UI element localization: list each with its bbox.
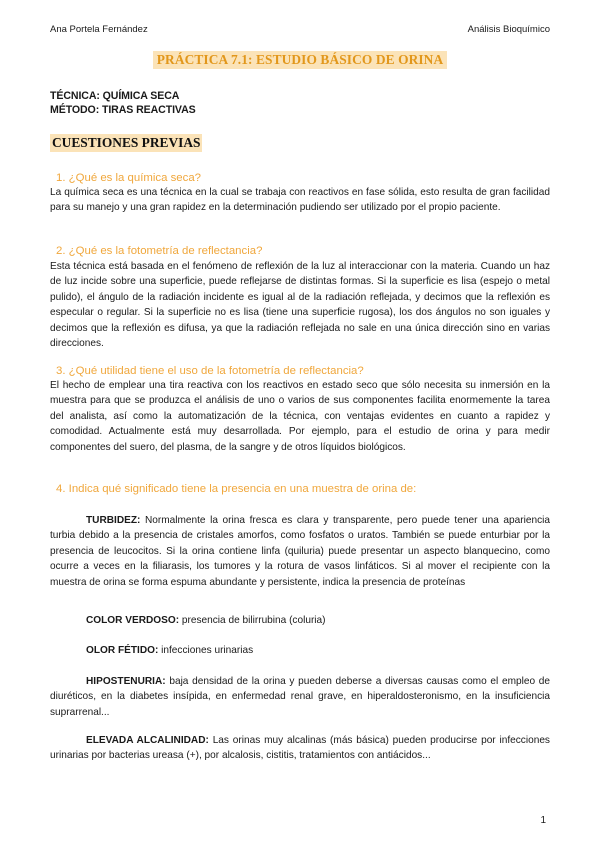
question-4-title: 4. Indica qué significado tiene la presencia en una muestra de orina de: xyxy=(56,483,417,495)
method-line: MÉTODO: TIRAS REACTIVAS xyxy=(50,104,196,116)
color-item xyxy=(86,615,326,626)
answer-1: La química seca es una técnica en la cual se trabaja con reactivos en fase sólida, esto resulta de gran facilidad para su manejo y una gran rapidez en la determinación pudiendo ser utilizado por el propio paciente. xyxy=(50,187,550,214)
question-3-title: 3. ¿Qué utilidad tiene el uso de la fotometría de reflectancia? xyxy=(56,365,364,377)
turbidez-paragraph xyxy=(50,513,550,590)
color-text: presencia de bilirrubina (coluria) xyxy=(179,615,326,626)
olor-text: infecciones urinarias xyxy=(158,645,254,656)
answer-3: El hecho de emplear una tira reactiva con los reactivos en estado seco que sólo necesita su inmersión en la muestra para que se produzca el análisis de uno o varios de sus componentes facilita enormemente la tarea del analista, así como la automatización de la técnica, con ventajas evidentes en cuanto a rapidez y comodidad. Actualmente está muy desarrollada. Por ejemplo, para el estudio de orina y para medir componentes del suero, del plasma, de la sangre y de otros líquidos biológicos. xyxy=(50,380,550,453)
question-1-title: 1. ¿Qué es la química seca? xyxy=(56,172,201,184)
header-author: Ana Portela Fernández xyxy=(50,24,148,35)
turbidez-label: TURBIDEZ: xyxy=(86,515,141,526)
turbidez-text: Normalmente la orina fresca es clara y transparente, pero puede tener una apariencia turbia debido a la presencia de cristales amorfos, como fosfatos o uratos. También se puede enturbiar por la presencia de leucocitos. Si la orina contiene linfa (quiluria) puede presentar un aspecto blanquecino, como ocurre a veces en la filiarasis, los tumores y la rotura de vasos linfáticos. Si al mover el recipiente con la muestra de orina se forma espuma abundante y persistente, indica la presencia de proteínas xyxy=(50,515,550,588)
header-subject: Análisis Bioquímico xyxy=(467,24,550,35)
section-title: CUESTIONES PREVIAS xyxy=(52,135,201,150)
olor-item xyxy=(86,645,253,656)
answer-2: Esta técnica está basada en el fenómeno de reflexión de la luz al interaccionar con la materia. Cuando un haz de luz incide sobre una superficie, puede reflejarse de distintas formas. Si la superficie es lisa (espejo o metal pulido), el ángulo de la radiación incidente es igual al de la radiación reflejada, y decimos que la reflexión es especular o regular. Si la superficie no es lisa (tiene una superficie rugosa), los dos ángulos no son iguales y decimos que la reflexión es difusa, ya que la radiación reflejada no sale en una única dirección sino en varias direcciones. xyxy=(50,261,550,350)
hipostenuria-paragraph xyxy=(50,674,550,720)
alcalinidad-paragraph xyxy=(50,733,550,764)
hipo-text: baja densidad de la orina y pueden deberse a diversas causas como el empleo de diuréticos, en la diabetes insípida, en enfermedad renal grave, en hiperaldosteronismo, en la insuficiencia suprarrenal... xyxy=(50,676,550,718)
document-title: PRÁCTICA 7.1: ESTUDIO BÁSICO DE ORINA xyxy=(153,51,447,69)
hipo-label: HIPOSTENURIA: xyxy=(86,676,166,687)
alca-label: ELEVADA ALCALINIDAD: xyxy=(86,735,209,746)
technique-line: TÉCNICA: QUÍMICA SECA xyxy=(50,90,180,102)
title-block xyxy=(0,51,600,69)
color-label: COLOR VERDOSO: xyxy=(86,615,180,626)
alca-text: Las orinas muy alcalinas (más básica) pueden producirse por infecciones urinarias por bacterias ureasa (+), por alcalosis, cistitis, tratamientos con antiácidos... xyxy=(50,735,550,762)
page-number: 1 xyxy=(540,815,546,826)
olor-label: OLOR FÉTIDO: xyxy=(86,645,159,656)
section-block xyxy=(50,134,202,152)
question-2-title: 2. ¿Qué es la fotometría de reflectancia? xyxy=(56,245,263,257)
